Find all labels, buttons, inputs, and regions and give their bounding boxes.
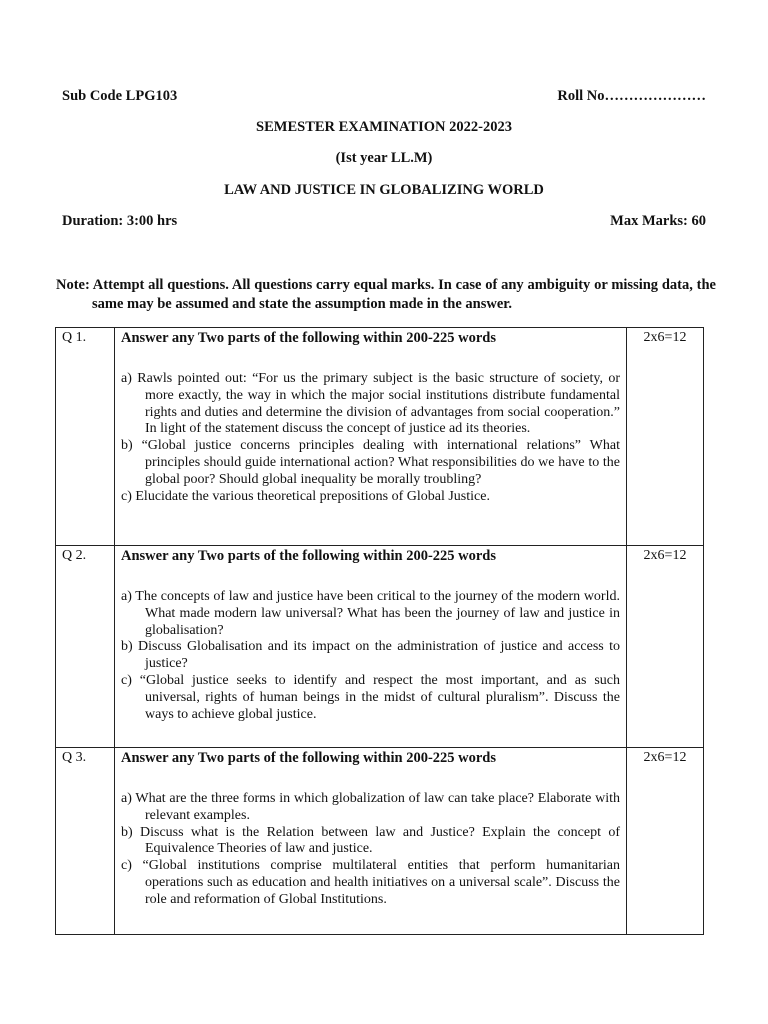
question-part: b) “Global justice concerns principles dealing with international relations” What principles should guide international action? What responsibilities do we have to the global poor? Should global inequality be morally troubling? <box>121 438 620 487</box>
question-number: Q 3. <box>56 748 115 935</box>
question-part: a) Rawls pointed out: “For us the primary subject is the basic structure of society, or more exactly, the way in which the major social institutions distribute fundamental rights and duties and determine the division of advantages from social cooperation.” In light of the statement discuss the concept of justice ad its theories. <box>121 371 620 437</box>
table-row <box>56 546 704 748</box>
question-part: b) Discuss what is the Relation between law and Justice? Explain the concept of Equivalence Theories of law and justice. <box>121 824 620 857</box>
subject-title: LAW AND JUSTICE IN GLOBALIZING WORLD <box>224 182 544 198</box>
question-part: b) Discuss Globalisation and its impact on the administration of justice and access to justice? <box>121 639 620 672</box>
sub-code: Sub Code LPG103 <box>62 88 178 104</box>
exam-year: (Ist year LL.M) <box>335 150 433 166</box>
exam-note: Note: Attempt all questions. All questions carry equal marks. In case of any ambiguity or missing data, the same may be assumed and state the assumption made in the answer. <box>56 277 716 312</box>
question-marks: 2x6=12 <box>627 748 704 935</box>
max-marks: Max Marks: 60 <box>610 213 706 229</box>
question-body <box>115 748 627 935</box>
question-part: c) Elucidate the various theoretical prepositions of Global Justice. <box>121 488 490 504</box>
question-marks: 2x6=12 <box>627 546 704 748</box>
question-part: a) The concepts of law and justice have been critical to the journey of the modern world. What made modern law universal? What has been the journey of law and justice in globalisation? <box>121 589 620 638</box>
table-row <box>56 748 704 935</box>
question-body <box>115 328 627 546</box>
questions-table <box>55 327 704 935</box>
question-number: Q 2. <box>56 546 115 748</box>
question-heading: Answer any Two parts of the following within 200-225 words <box>121 330 497 346</box>
question-part: a) What are the three forms in which globalization of law can take place? Elaborate with relevant examples. <box>121 791 620 823</box>
question-marks: 2x6=12 <box>627 328 704 546</box>
question-part: c) “Global institutions comprise multilateral entities that perform humanitarian operations such as education and health initiatives on a universal scale”. Discuss the role and reformation of Global Institutions. <box>121 858 620 907</box>
question-heading: Answer any Two parts of the following within 200-225 words <box>121 548 497 564</box>
question-part: c) “Global justice seeks to identify and respect the most important, and as such universal, rights of human beings in the midst of cultural pluralism”. Discuss the ways to achieve global justice. <box>121 672 620 722</box>
roll-no: Roll No………………… <box>557 88 706 104</box>
question-body <box>115 546 627 748</box>
duration: Duration: 3:00 hrs <box>62 213 178 229</box>
duration-marks-row <box>62 213 706 230</box>
exam-title: SEMESTER EXAMINATION 2022-2023 <box>256 119 512 135</box>
question-number: Q 1. <box>56 328 115 546</box>
table-row <box>56 328 704 546</box>
header-top-row <box>62 88 706 105</box>
question-heading: Answer any Two parts of the following within 200-225 words <box>121 750 497 766</box>
